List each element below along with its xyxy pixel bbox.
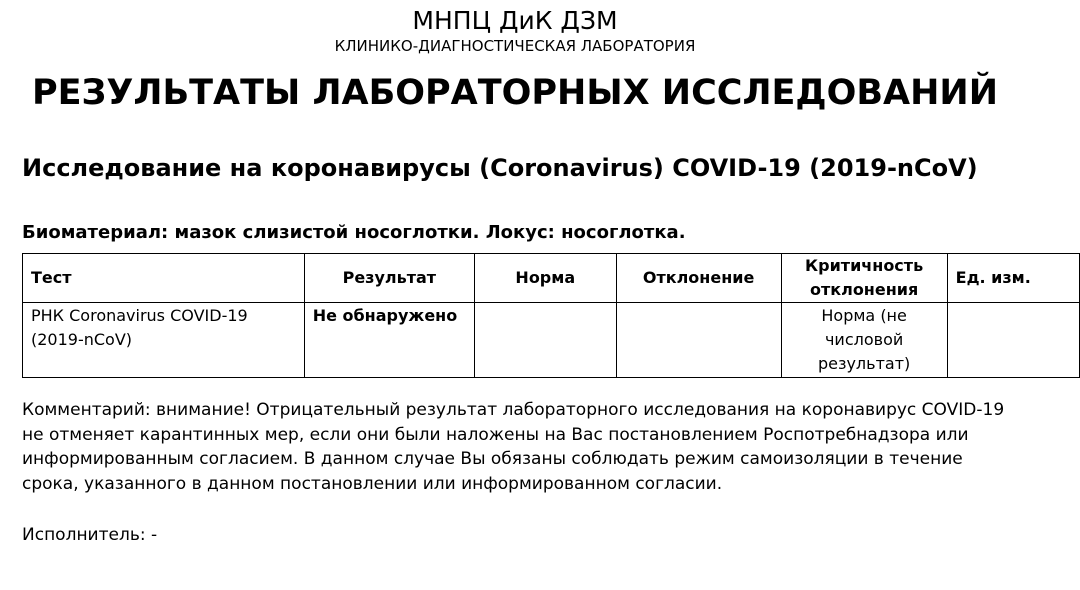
header-test: Тест <box>23 254 305 303</box>
header-result: Результат <box>304 254 474 303</box>
laboratory-name: КЛИНИКО-ДИАГНОСТИЧЕСКАЯ ЛАБОРАТОРИЯ <box>334 37 696 55</box>
cell-test: РНК Coronavirus COVID-19 (2019-nCoV) <box>23 303 305 378</box>
page-title: РЕЗУЛЬТАТЫ ЛАБОРАТОРНЫХ ИССЛЕДОВАНИЙ <box>32 73 998 113</box>
results-table <box>22 253 1080 378</box>
table-header-row <box>23 254 1080 303</box>
header-deviation: Отклонение <box>616 254 781 303</box>
header-units: Ед. изм. <box>947 254 1079 303</box>
study-title: Исследование на коронавирусы (Coronavirus) COVID-19 (2019-nCoV) <box>22 154 978 182</box>
cell-deviation <box>616 303 781 378</box>
header-criticality: Критичность отклонения <box>781 254 947 303</box>
table-row <box>23 303 1080 378</box>
cell-norm <box>475 303 617 378</box>
cell-criticality: Норма (не числовой результат) <box>781 303 947 378</box>
comment-text: Комментарий: внимание! Отрицательный результат лабораторного исследования на коронавирус COVID-19 не отменяет карантинных мер, если они были наложены на Вас постановлением Роспотребнадзора или информированным согласием. В данном случае Вы обязаны соблюдать режим самоизоляции в течение срока, указанного в данном постановлении или информированном согласии. <box>22 400 1005 494</box>
executor-line: Исполнитель: - <box>22 525 158 545</box>
cell-units <box>947 303 1079 378</box>
header-norm: Норма <box>475 254 617 303</box>
organization-name: МНПЦ ДиК ДЗМ <box>412 6 618 35</box>
cell-result: Не обнаружено <box>304 303 474 378</box>
biomaterial-line: Биоматериал: мазок слизистой носоглотки. Локус: носоглотка. <box>22 222 686 243</box>
